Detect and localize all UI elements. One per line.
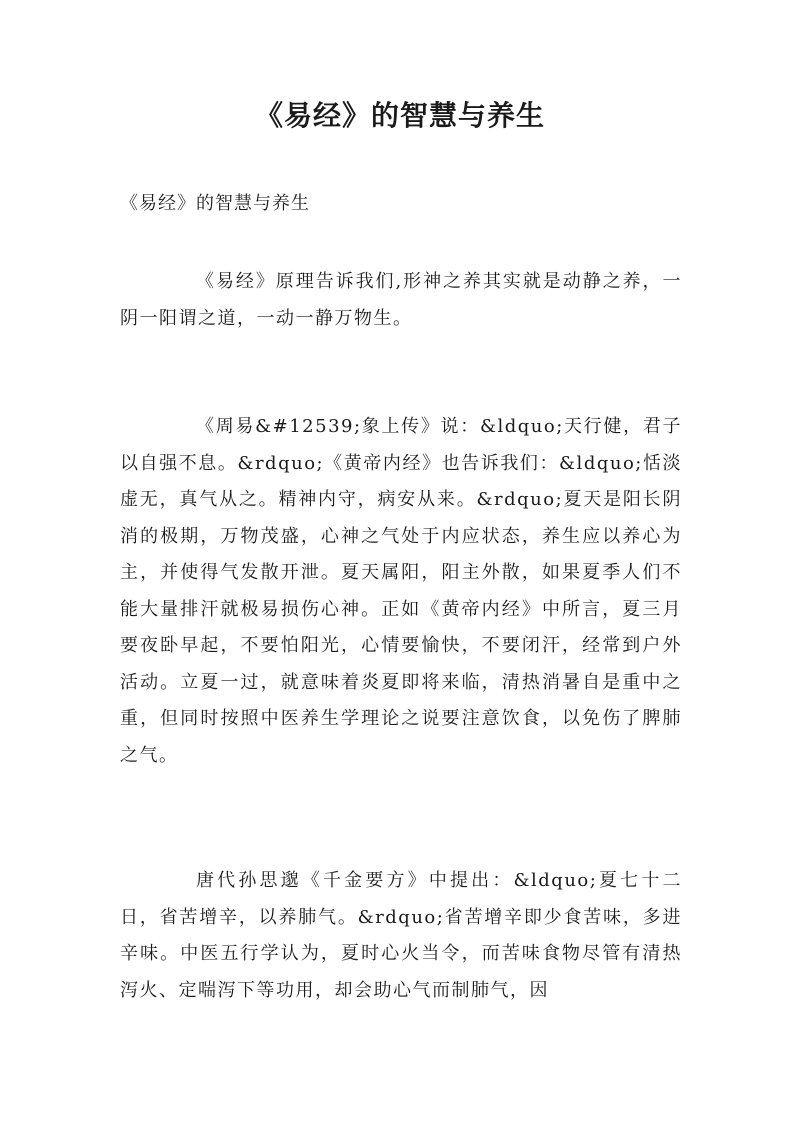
paragraph-3: 唐代孙思邈《千金要方》中提出：&ldquo;夏七十二日，省苦增辛，以养肺气。&rdquo;省苦增辛即少食苦味，多进辛味。中医五行学认为，夏时心火当令，而苦味食物尽管有清热泻火、定喘泻下等功用，却会助心气而制肺气，因 [120, 870, 682, 1001]
paragraph-2: 《周易&#12539;象上传》说：&ldquo;天行健，君子以自强不息。&rdquo;《黄帝内经》也告诉我们：&ldquo;恬淡虚无，真气从之。精神内守，病安从来。&rdquo;夏天是阳长阴消的极期，万物茂盛，心神之气处于内应状态，养生应以养心为主，并使得气发散开泄。夏天属阳，阳主外散，如果夏季人们不能大量排汗就极易损伤心神。正如《黄帝内经》中所言，夏三月要夜卧早起，不要怕阳光，心情要愉快，不要闭汗，经常到户外活动。立夏一过，就意味着炎夏即将来临，清热消暑自是重中之重，但同时按照中医养生学理论之说要注意饮食，以免伤了脾肺之气。 [120, 416, 682, 766]
document-subtitle: 《易经》的智慧与养生 [120, 193, 310, 214]
document-title: 《易经》的智慧与养生 [254, 99, 545, 132]
paragraph-1: 《易经》原理告诉我们,形神之养其实就是动静之养，一阴一阳谓之道，一动一静万物生。 [120, 271, 682, 329]
